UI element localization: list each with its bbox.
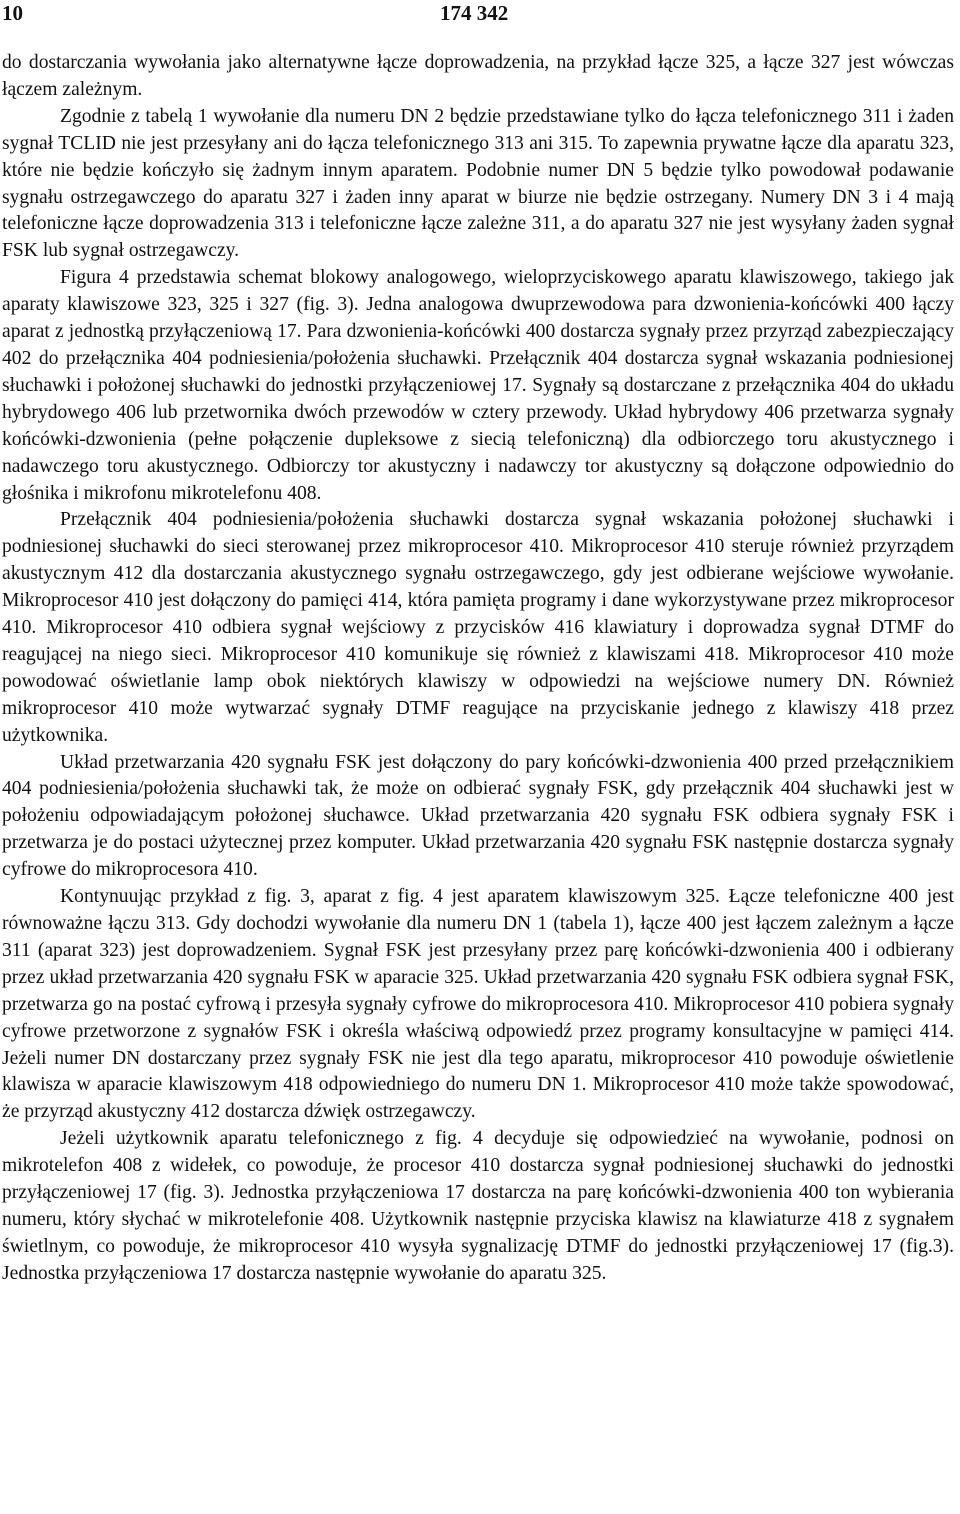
- paragraph: Przełącznik 404 podniesienia/położenia słuchawki dostarcza sygnał wskazania położonej słuchawki i podniesionej słuchawki do sieci sterowanej przez mikroprocesor 410. Mikroprocesor 410 steruje również przyrządem akustycznym 412 dla dostarczania akustycznego sygnału ostrzegawczego, gdy jest odbierane wejściowe wywołanie. Mikroprocesor 410 jest dołączony do pamięci 414, która pamięta programy i dane wykorzystywane przez mikroprocesor 410. Mikroprocesor 410 odbiera sygnał wejściowy z przycisków 416 klawiatury i doprowadza sygnał DTMF do reagującej na niego sieci. Mikroprocesor 410 komunikuje się również z klawiszami 418. Mikroprocesor 410 może powodować oświetlanie lamp obok niektórych klawiszy w odpowiedzi na wejściowe numery DN. Również mikroprocesor 410 może wytwarzać sygnały DTMF reagujące na przyciskanie jednego z klawiszy 418 przez użytkownika.: [2, 509, 954, 746]
- page-header: [0, 0, 960, 30]
- paragraph: Kontynuując przykład z fig. 3, aparat z fig. 4 jest aparatem klawiszowym 325. Łącze telefoniczne 400 jest równoważne łączu 313. Gdy dochodzi wywołanie dla numeru DN 1 (tabela 1), łącze 400 jest łączem zależnym a łącze 311 (aparat 323) jest doprowadzeniem. Sygnał FSK jest przesyłany przez parę końcówki-dzwonienia 400 i odbierany przez układ przetwarzania 420 sygnału FSK w aparacie 325. Układ przetwarzania 420 sygnału FSK odbiera sygnał FSK, przetwarza go na postać cyfrową i przesyła sygnały cyfrowe do mikroprocesora 410. Mikroprocesor 410 pobiera sygnały cyfrowe przetworzone z sygnałów FSK i określa właściwą odpowiedź przez programy konsultacyjne w pamięci 414. Jeżeli numer DN dostarczany przez sygnały FSK nie jest dla tego aparatu, mikroprocesor 410 powoduje oświetlenie klawisza w aparacie klawiszowym 418 odpowiedniego do numeru DN 1. Mikroprocesor 410 może także spowodować, że przyrząd akustyczny 412 dostarcza dźwięk ostrzegawczy.: [2, 886, 954, 1123]
- document-number: 174 342: [440, 1, 509, 25]
- paragraph: do dostarczania wywołania jako alternatywne łącze doprowadzenia, na przykład łącze 325, a łącze 327 jest wówczas łączem zależnym.: [2, 52, 954, 100]
- paragraph: Zgodnie z tabelą 1 wywołanie dla numeru DN 2 będzie przedstawiane tylko do łącza telefonicznego 311 i żaden sygnał TCLID nie jest przesyłany ani do łącza telefonicznego 313 ani 315. To zapewnia prywatne łącze dla aparatu 323, które nie będzie kończyło się żadnym innym aparatem. Podobnie numer DN 5 będzie tylko powodował podawanie sygnału ostrzegawczego do aparatu 327 i żaden inny aparat w biurze nie będzie ostrzegany. Numery DN 3 i 4 mają telefoniczne łącze doprowadzenia 313 i telefoniczne łącze zależne 311, a do aparatu 327 nie jest wysyłany żaden sygnał FSK lub sygnał ostrzegawczy.: [2, 105, 954, 262]
- paragraph: Jeżeli użytkownik aparatu telefonicznego z fig. 4 decyduje się odpowiedzieć na wywołanie, podnosi on mikrotelefon 408 z widełek, co powoduje, że procesor 410 dostarcza sygnał podniesionej słuchawki do jednostki przyłączeniowej 17 (fig. 3). Jednostka przyłączeniowa 17 dostarcza na parę końcówki-dzwonienia 400 ton wybierania numeru, który słychać w mikrotelefonie 408. Użytkownik następnie przyciska klawisz na klawiaturze 418 z sygnałem świetlnym, co powoduje, że mikroprocesor 410 wysyła sygnalizację DTMF do jednostki przyłączeniowej 17 (fig.3). Jednostka przyłączeniowa 17 dostarcza następnie wywołanie do aparatu 325.: [2, 1128, 954, 1284]
- paragraph: Figura 4 przedstawia schemat blokowy analogowego, wieloprzyciskowego aparatu klawiszowego, takiego jak aparaty klawiszowe 323, 325 i 327 (fig. 3). Jedna analogowa dwuprzewodowa para dzwonienia-końcówki 400 łączy aparat z jednostką przyłączeniową 17. Para dzwonienia-końcówki 400 dostarcza sygnały przez przyrząd zabezpieczający 402 do przełącznika 404 podniesienia/położenia słuchawki. Przełącznik 404 dostarcza sygnał wskazania podniesionej słuchawki i położonej słuchawki do jednostki przyłączeniowej 17. Sygnały są dostarczane z przełącznika 404 do układu hybrydowego 406 lub przetwornika dwóch przewodów w cztery przewody. Układ hybrydowy 406 przetwarza sygnały końcówki-dzwonienia (pełne połączenie dupleksowe z siecią telefoniczną) dla odbiorczego toru akustycznego i nadawczego toru akustycznego. Odbiorczy tor akustyczny i nadawczy tor akustyczny są dołączone odpowiednio do głośnika i mikrofonu mikrotelefonu 408.: [2, 267, 954, 504]
- paragraph: Układ przetwarzania 420 sygnału FSK jest dołączony do pary końcówki-dzwonienia 400 przed przełącznikiem 404 podniesienia/położenia słuchawki tak, że może on odbierać sygnały FSK, gdy przełącznik 404 słuchawki jest w położeniu odpowiadającym położonej słuchawce. Układ przetwarzania 420 sygnału FSK odbiera sygnały FSK i przetwarza je do postaci użytecznej przez komputer. Układ przetwarzania 420 sygnału FSK następnie dostarcza sygnały cyfrowe do mikroprocesora 410.: [2, 751, 954, 881]
- page-number: 10: [2, 1, 23, 25]
- document-body: [2, 50, 954, 1288]
